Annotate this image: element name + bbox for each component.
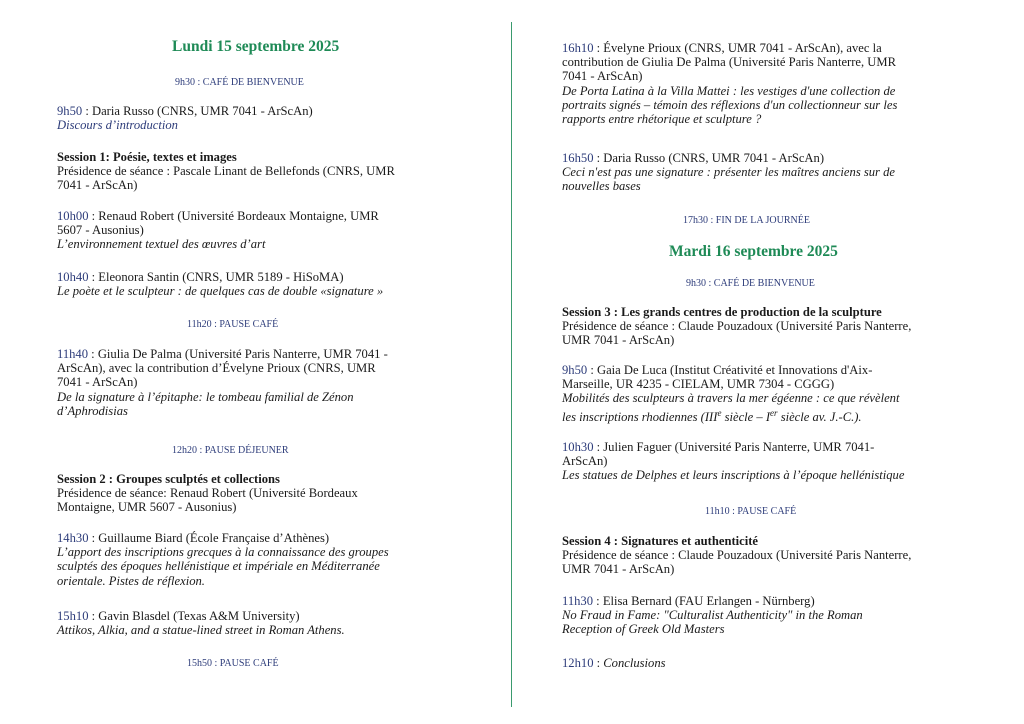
session-chair: UMR 7041 - ArScAn) — [562, 333, 675, 348]
talk-title: Attikos, Alkia, and a statue-lined street in Roman Athens. — [57, 623, 345, 638]
talk-time: 11h30 — [562, 594, 594, 608]
session-chair: Présidence de séance: Renaud Robert (Université Bordeaux — [57, 486, 358, 501]
talk-title: sculptés des époques hellénistique et impériale en Méditerranée — [57, 559, 380, 574]
talk-speaker: : Renaud Robert (Université Bordeaux Montaigne, UMR — [88, 209, 379, 223]
talk-time: 15h10 — [57, 609, 89, 623]
talk-speaker: ArScAn), avec la contribution d’Évelyne Prioux (CNRS, UMR — [57, 361, 376, 376]
talk-title — [562, 406, 899, 424]
talk-title-part: siècle – I — [721, 409, 771, 424]
talk-7 — [562, 151, 895, 194]
talk-title: d’Aphrodisias — [57, 403, 128, 418]
talk-time: 10h00 — [57, 209, 89, 223]
talk-title: nouvelles bases — [562, 179, 641, 194]
talk-title: De Porta Latina à la Villa Mattei : les vestiges d'une collection de — [562, 83, 896, 98]
talk-8 — [562, 363, 899, 424]
talk-5 — [57, 609, 345, 637]
session-title: Session 4 : Signatures et authenticité — [562, 534, 759, 548]
talk-speaker: : Évelyne Prioux (CNRS, UMR 7041 - ArScAn), avec la — [593, 41, 882, 55]
talk-speaker: : Eleonora Santin (CNRS, UMR 5189 - HiSoMA) — [88, 270, 344, 284]
talk-speaker: 7041 - ArScAn) — [57, 375, 138, 390]
talk-time: 10h40 — [57, 270, 89, 284]
session-3 — [562, 305, 911, 348]
talk-speaker: Marseille, UR 4235 - CIELAM, UMR 7304 - CGGG) — [562, 377, 835, 392]
talk-title: Les statues de Delphes et leurs inscriptions à l’époque hellénistique — [562, 468, 905, 483]
column-divider — [511, 22, 512, 707]
talk-title: orientale. Pistes de réflexion. — [57, 573, 205, 588]
talk-speaker: contribution de Giulia De Palma (Université Paris Nanterre, UMR — [562, 55, 897, 70]
welcome-break: 9h30 : CAFÉ DE BIENVENUE — [686, 278, 815, 289]
talk-10 — [562, 594, 863, 637]
talk-speaker: : Elisa Bernard (FAU Erlangen - Nürnberg) — [593, 594, 815, 608]
end-of-day: 17h30 : FIN DE LA JOURNÉE — [683, 215, 810, 226]
coffee-break: 15h50 : PAUSE CAFÉ — [187, 658, 279, 669]
talk-title: Conclusions — [603, 656, 666, 670]
talk-6 — [562, 41, 897, 126]
talk-title-part: les inscriptions rhodiennes (III — [562, 409, 718, 424]
coffee-break: 11h10 : PAUSE CAFÉ — [705, 506, 797, 517]
talk-3 — [57, 347, 388, 418]
talk-speaker: : Guillaume Biard (École Française d’Athènes) — [88, 531, 330, 545]
session-title: Session 2 : Groupes sculptés et collections — [57, 472, 280, 486]
talk-time: 14h30 — [57, 531, 89, 545]
session-chair: UMR 7041 - ArScAn) — [562, 562, 675, 577]
talk-speaker: : Daria Russo (CNRS, UMR 7041 - ArScAn) — [82, 104, 313, 118]
talk-speaker: : Daria Russo (CNRS, UMR 7041 - ArScAn) — [593, 151, 825, 165]
superscript: e — [717, 407, 722, 418]
talk-time: 16h10 — [562, 41, 594, 55]
session-4 — [562, 534, 911, 577]
session-1 — [57, 150, 395, 193]
coffee-break: 11h20 : PAUSE CAFÉ — [187, 319, 279, 330]
day2-title: Mardi 16 septembre 2025 — [669, 243, 838, 260]
talk-title: De la signature à l’épitaphe: le tombeau familial de Zénon — [57, 389, 354, 404]
talk-title: Le poète et le sculpteur : de quelques cas de double «signature » — [57, 284, 384, 299]
session-chair: 7041 - ArScAn) — [57, 178, 138, 193]
session-chair: Présidence de séance : Claude Pouzadoux (Université Paris Nanterre, — [562, 548, 912, 563]
talk-speaker: : Giulia De Palma (Université Paris Nanterre, UMR 7041 - — [88, 347, 388, 361]
talk-time: 9h50 — [57, 104, 83, 118]
talk-speaker: ArScAn) — [562, 454, 608, 469]
closing — [562, 656, 666, 670]
talk-title: Reception of Greek Old Masters — [562, 622, 725, 637]
talk-title: L’environnement textuel des œuvres d’art — [57, 237, 266, 252]
talk-9 — [562, 440, 904, 483]
talk-title-part: siècle av. J.-C.). — [777, 409, 862, 424]
talk-title: Discours d’introduction — [57, 118, 178, 133]
talk-intro — [57, 104, 313, 132]
superscript: er — [770, 407, 778, 418]
talk-title: L’apport des inscriptions grecques à la connaissance des groupes — [57, 545, 389, 560]
session-chair: Montaigne, UMR 5607 - Ausonius) — [57, 500, 237, 515]
talk-title: No Fraud in Fame: "Culturalist Authenticity" in the Roman — [562, 608, 863, 623]
talk-time: 9h50 — [562, 363, 588, 377]
lunch-break: 12h20 : PAUSE DÉJEUNER — [172, 445, 289, 456]
talk-time: 11h40 — [57, 347, 89, 361]
talk-time: 12h10 — [562, 656, 594, 670]
session-title: Session 1: Poésie, textes et images — [57, 150, 237, 164]
talk-time: 16h50 — [562, 151, 594, 165]
session-chair: Présidence de séance : Pascale Linant de Bellefonds (CNRS, UMR — [57, 164, 395, 179]
session-2 — [57, 472, 358, 515]
separator: : — [593, 656, 604, 670]
session-chair: Présidence de séance : Claude Pouzadoux (Université Paris Nanterre, — [562, 319, 912, 334]
talk-4 — [57, 531, 389, 588]
talk-title: portraits signés – témoin des réflexions d'un collectionneur sur les — [562, 97, 898, 112]
welcome-break: 9h30 : CAFÉ DE BIENVENUE — [175, 77, 304, 88]
talk-title: Ceci n'est pas une signature : présenter les maîtres anciens sur de — [562, 165, 895, 180]
talk-time: 10h30 — [562, 440, 594, 454]
day1-title: Lundi 15 septembre 2025 — [172, 38, 340, 55]
talk-speaker: 7041 - ArScAn) — [562, 69, 643, 84]
talk-speaker: 5607 - Ausonius) — [57, 223, 144, 238]
talk-title: rapports entre rhétorique et sculpture ? — [562, 112, 762, 127]
talk-1 — [57, 209, 379, 252]
talk-title: Mobilités des sculpteurs à travers la mer égéenne : ce que révèlent — [562, 391, 900, 406]
talk-speaker: : Gaia De Luca (Institut Créativité et Innovations d'Aix- — [587, 363, 873, 377]
talk-2 — [57, 270, 383, 298]
session-title: Session 3 : Les grands centres de production de la sculpture — [562, 305, 882, 319]
talk-speaker: : Julien Faguer (Université Paris Nanterre, UMR 7041- — [593, 440, 875, 454]
talk-speaker: : Gavin Blasdel (Texas A&M University) — [88, 609, 300, 623]
